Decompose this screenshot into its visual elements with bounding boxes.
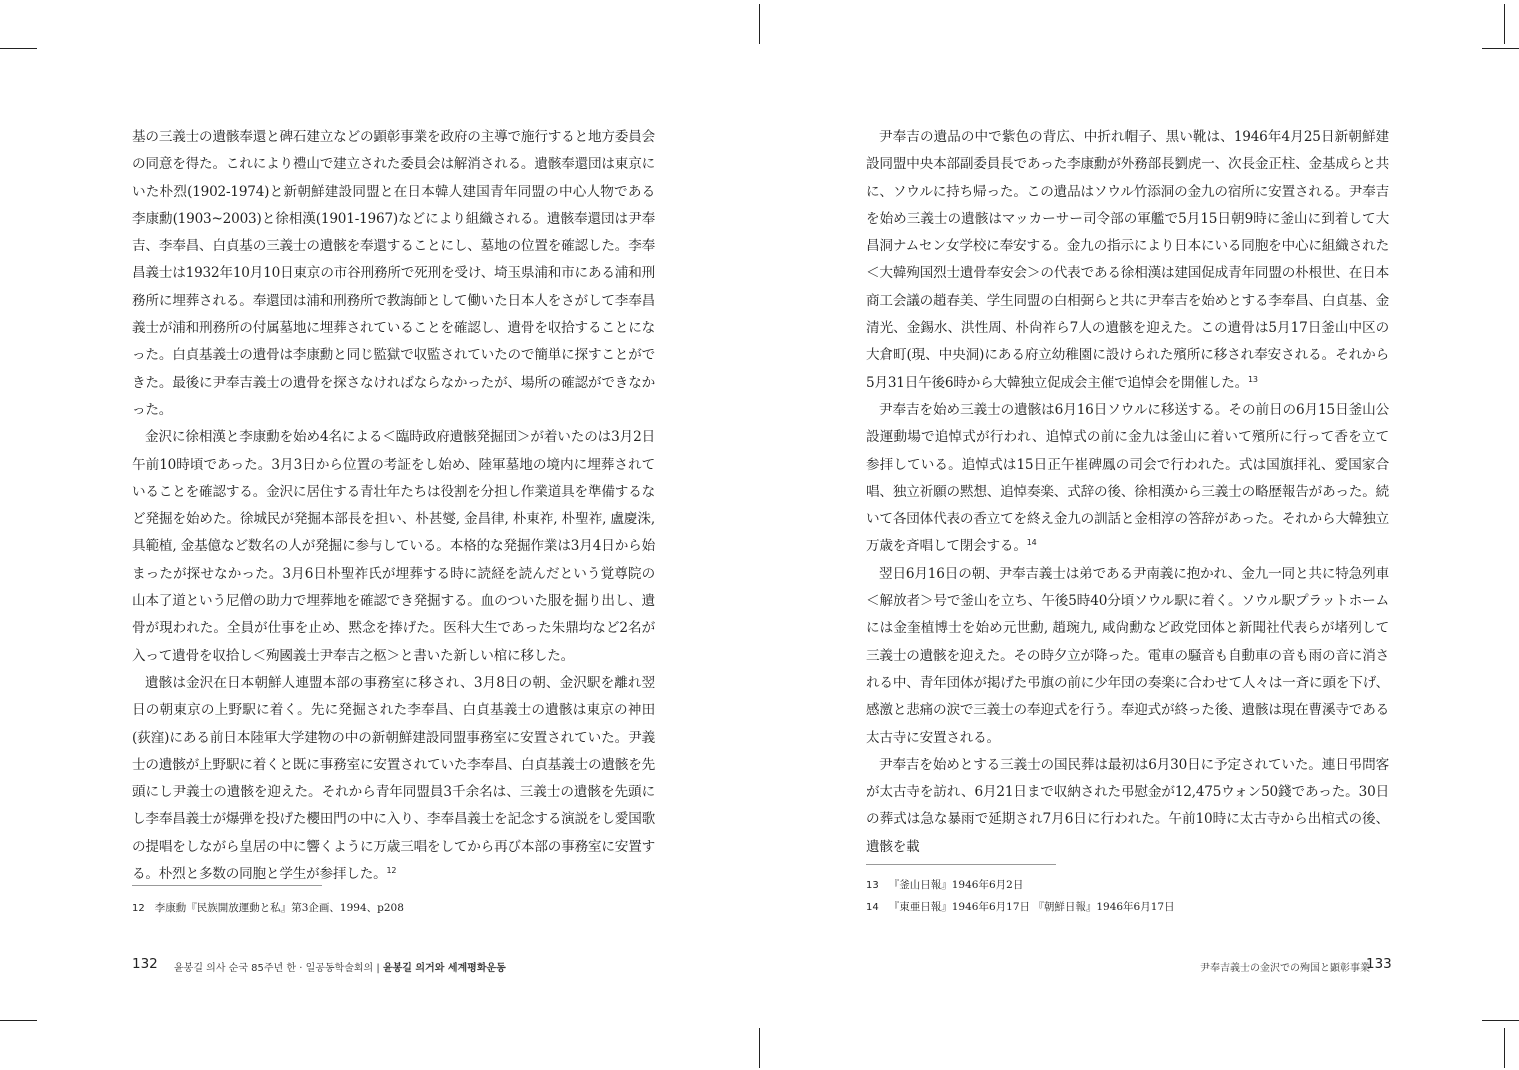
footnote-ref[interactable]: 13 <box>1248 374 1258 384</box>
paragraph-text: 尹奉吉を始め三義士の遺骸は6月16日ソウルに移送する。その前日の6月15日釜山公設運動場で追悼式が行われ、追悼式の前に金九は釜山に着いて殯所に行って香を立て参拝している。追悼式は15日正午崔碑鳳の司会で行われた。式は国旗拝礼、愛国家合唱、独立祈願の黙想、追悼奏楽、式辞の後、徐相漢から三義士の略歴報告があった。続いて各団体代表の香立てを終え金九の訓話と金相淳の答辞があった。それから大韓独立万歳を斉唱して閉会する。 <box>866 401 1389 555</box>
footnote-number: 14 <box>866 902 879 913</box>
paragraph <box>132 124 655 424</box>
paragraph <box>866 397 1389 561</box>
paragraph <box>132 670 655 888</box>
paragraph-text: 基の三義士の遺骸奉還と碑石建立などの顕彰事業を政府の主導で施行すると地方委員会の同意を得た。これにより禮山で建立された委員会は解消される。遺骸奉還団は東京にいた朴烈(1902-1974)と新朝鮮建設同盟と在日本韓人建国青年同盟の中心人物である李康勳(1903~2003)と徐相漢(1901-1967)などにより組織される。遺骸奉還団は尹奉吉、李奉昌、白貞基の三義士の遺骸を奉還することにし、墓地の位置を確認した。李奉昌義士は1932年10月10日東京の市谷刑務所で死刑を受け、埼玉県浦和市にある浦和刑務所に埋葬される。奉還団は浦和刑務所で教誨師として働いた日本人をさがして李奉昌義士が浦和刑務所の付属墓地に埋葬されていることを確認し、遺骨を収拾することになった。白貞基義士の遺骨は李康勳と同じ監獄で収監されていたので簡単に探すことができた。最後に尹奉吉義士の遺骨を探さなければならなかったが、場所の確認ができなかった。 <box>132 129 655 418</box>
running-head-title: 윤봉길 의거와 세계평화운동 <box>382 963 506 974</box>
paragraph-text: 金沢に徐相漢と李康勳を始め4名による＜臨時政府遺骸発掘団＞が着いたのは3月2日午前10時頃であった。3月3日から位置の考証をし始め、陸軍墓地の境内に埋葬されていることを確認する。金沢に居住する青壮年たちは役割を分担し作業道具を準備するなど発掘を始めた。徐城民が発掘本部長を担い、朴甚燮, 金昌律, 朴東祚, 朴聖祚, 盧慶洙, 具範植, 金基億など数名の人が発掘に参与している。本格的な発掘作業は3月4日から始まったが探せなかった。3月6日朴聖祚氏が埋葬する時に読経を読んだという覚尊院の山本了道という尼僧の助力で埋葬地を確認でき発掘する。血のついた服を掘り出し、遺骨が現われた。全員が仕事を止め、黙念を捧げた。医科大生であった朱鼎均など2名が入って遺骨を収拾し＜殉國義士尹奉吉之柩＞と書いた新しい棺に移した。 <box>132 429 655 664</box>
footnote-rule <box>866 864 1056 865</box>
paragraph <box>866 752 1389 861</box>
crop-mark <box>1504 4 1505 44</box>
footnote-text: 李康勳『民族開放運動と私』第3企画、1994、p208 <box>154 902 404 914</box>
left-page-body <box>132 124 655 888</box>
paragraph <box>132 424 655 670</box>
paragraph-text: 尹奉吉の遺品の中で紫色の背広、中折れ帽子、黒い靴は、1946年4月25日新朝鮮建設同盟中央本部副委員長であった李康勳が外務部長劉虎一、次長金正柱、金基成らと共に、ソウルに持ち帰った。この遺品はソウル竹添洞の金九の宿所に安置される。尹奉吉を始め三義士の遺骸はマッカーサー司令部の軍艦で5月15日朝9時に釜山に到着して大昌洞ナムセン女学校に奉安する。金九の指示により日本にいる同胞を中心に組織された＜大韓殉国烈士遺骨奉安会＞の代表である徐相漢は建国促成青年同盟の朴根世、在日本商工会議の趙春美、学生同盟の白相弼らと共に尹奉吉を始めとする李奉昌、白貞基、金清光、金錫水、洪性周、朴尙祚ら7人の遺骸を迎えた。この遺骨は5月17日釜山中区の大倉町(現、中央洞)にある府立幼稚園に設けられた殯所に移され奉安される。それから5月31日午後6時から大韓独立促成会主催で追悼会を開催した。 <box>866 129 1389 391</box>
crop-mark <box>1504 1028 1505 1068</box>
page-number: 133 <box>1366 956 1392 972</box>
paragraph-text: 尹奉吉を始めとする三義士の国民葬は最初は6月30日に予定されていた。連日弔問客が太古寺を訪れ、6月21日まで収納された弔慰金が12,475ウォン50錢であった。30日の葬式は急な暴雨で延期され7月6日に行われた。午前10時に太古寺から出棺式の後、遺骸を載 <box>866 756 1389 855</box>
footnote <box>866 896 1175 919</box>
footnote-text: 『釜山日報』1946年6月2日 <box>888 879 1024 891</box>
footnote-rule <box>132 885 322 886</box>
paragraph <box>866 561 1389 752</box>
footnote <box>866 874 1023 897</box>
footnote-ref[interactable]: 14 <box>1026 538 1037 548</box>
running-head-title: 尹奉吉義士の金沢での殉国と顕彰事業 <box>1200 963 1370 974</box>
footnote <box>132 897 404 920</box>
footnote-number: 13 <box>866 880 879 891</box>
footnote-ref[interactable]: 12 <box>386 866 397 876</box>
crop-mark <box>0 1020 37 1021</box>
running-head <box>1200 959 1370 974</box>
crop-mark <box>0 48 37 49</box>
crop-mark <box>1482 48 1519 49</box>
paragraph-text: 翌日6月16日の朝、尹奉吉義士は弟である尹南義に抱かれ、金九一同と共に特急列車＜解放者＞号で釜山を立ち、午後5時40分頃ソウル駅に着く。ソウル駅プラットホームには金奎植博士を始め元世勳, 趙琬九, 咸尙勳など政党団体と新聞社代表らが堵列して三義士の遺骸を迎えた。その時夕立が降った。電車の騒音も自動車の音も雨の音に消される中、青年団体が掲げた弔旗の前に少年団の奏楽に合わせて人々は一斉に頭を下げ、感激と悲痛の涙で三義士の奉迎式を行う。奉迎式が終った後、遺骸は現在曹溪寺である太古寺に安置される。 <box>866 565 1389 746</box>
running-head <box>174 959 506 974</box>
right-page-body <box>866 124 1389 861</box>
footnote-number: 12 <box>132 903 145 914</box>
footnote-text: 『東亜日報』1946年6月17日 『朝鮮日報』1946年6月17日 <box>888 901 1175 913</box>
running-head-series: 윤봉길 의사 순국 85주년 한 · 일공동학술회의 | <box>174 963 380 974</box>
paragraph-text: 遺骸は金沢在日本朝鮮人連盟本部の事務室に移され、3月8日の朝、金沢駅を離れ翌日の朝東京の上野駅に着く。先に発掘された李奉昌、白貞基義士の遺骸は東京の神田(荻窪)にある前日本陸軍大学建物の中の新朝鮮建設同盟事務室に安置されていた。尹義士の遺骸が上野駅に着くと既に事務室に安置されていた李奉昌、白貞基義士の遺骸を先頭にし尹義士の遺骸を迎えた。それから青年同盟員3千余名は、三義士の遺骸を先頭にし李奉昌義士が爆弾を投げた櫻田門の中に入り、李奉昌義士を記念する演説をし愛国歌の提唱をしながら皇居の中に響くように万歳三唱をしてから再び本部の事務室に安置する。朴烈と多数の同胞と学生が参拝した。 <box>132 674 655 883</box>
crop-mark <box>1482 1020 1519 1021</box>
paragraph <box>866 124 1389 397</box>
crop-mark <box>759 1028 760 1068</box>
crop-mark <box>759 4 760 44</box>
page-number: 132 <box>132 956 158 972</box>
